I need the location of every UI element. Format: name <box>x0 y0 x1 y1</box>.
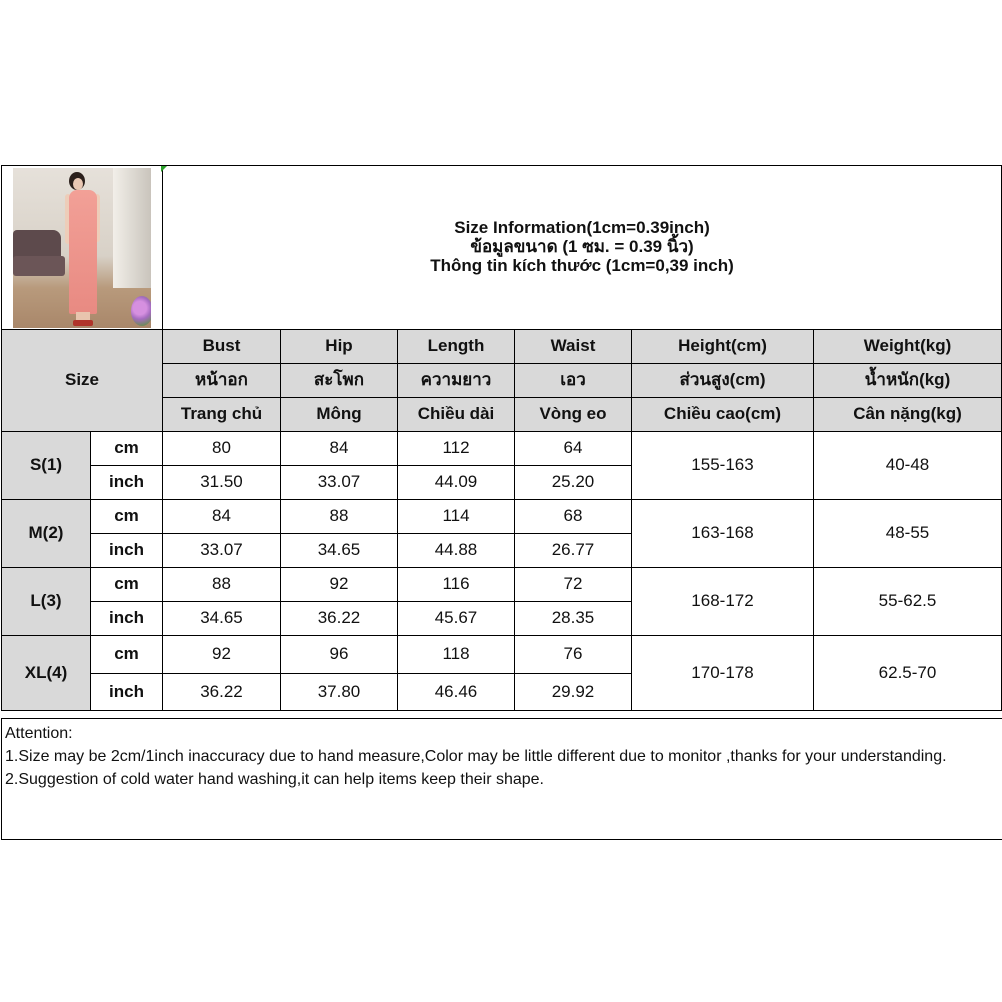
waist-cm: 64 <box>515 432 632 466</box>
bust-cm: 80 <box>163 432 281 466</box>
title-english: Size Information(1cm=0.39inch) <box>454 218 710 238</box>
col-length-vi: Chiều dài <box>398 398 515 432</box>
length-cm: 118 <box>398 636 515 674</box>
attention-notes <box>1 718 1002 840</box>
hip-inch: 36.22 <box>281 602 398 636</box>
bust-inch: 34.65 <box>163 602 281 636</box>
hip-inch: 33.07 <box>281 466 398 500</box>
unit-inch: inch <box>91 674 163 711</box>
size-label-xl: XL(4) <box>2 636 91 711</box>
product-photo <box>13 168 151 328</box>
weight-range: 62.5-70 <box>814 636 1002 711</box>
unit-cm: cm <box>91 636 163 674</box>
unit-inch: inch <box>91 466 163 500</box>
bust-inch: 31.50 <box>163 466 281 500</box>
notes-heading: Attention: <box>5 725 73 742</box>
col-height-en: Height(cm) <box>632 330 814 364</box>
size-header: Size <box>2 330 163 432</box>
unit-cm: cm <box>91 432 163 466</box>
waist-inch: 25.20 <box>515 466 632 500</box>
col-weight-th: น้ำหนัก(kg) <box>814 364 1002 398</box>
col-waist-th: เอว <box>515 364 632 398</box>
col-hip-en: Hip <box>281 330 398 364</box>
waist-cm: 72 <box>515 568 632 602</box>
col-bust-th: หน้าอก <box>163 364 281 398</box>
unit-cm: cm <box>91 568 163 602</box>
col-waist-vi: Vòng eo <box>515 398 632 432</box>
size-label-l: L(3) <box>2 568 91 636</box>
corner-marker <box>161 166 167 172</box>
col-height-vi: Chiều cao(cm) <box>632 398 814 432</box>
hip-cm: 84 <box>281 432 398 466</box>
hip-cm: 92 <box>281 568 398 602</box>
table-row <box>2 432 1002 466</box>
size-information-title <box>163 166 1002 330</box>
size-label-m: M(2) <box>2 500 91 568</box>
height-range: 155-163 <box>632 432 814 500</box>
col-weight-vi: Cân nặng(kg) <box>814 398 1002 432</box>
bust-inch: 33.07 <box>163 534 281 568</box>
length-inch: 46.46 <box>398 674 515 711</box>
unit-cm: cm <box>91 500 163 534</box>
waist-cm: 76 <box>515 636 632 674</box>
col-weight-en: Weight(kg) <box>814 330 1002 364</box>
size-label-s: S(1) <box>2 432 91 500</box>
waist-inch: 29.92 <box>515 674 632 711</box>
col-bust-en: Bust <box>163 330 281 364</box>
hip-inch: 34.65 <box>281 534 398 568</box>
hip-inch: 37.80 <box>281 674 398 711</box>
bust-inch: 36.22 <box>163 674 281 711</box>
title-vietnamese: Thông tin kích thước (1cm=0,39 inch) <box>430 255 734 275</box>
height-range: 163-168 <box>632 500 814 568</box>
notes-item-2: 2.Suggestion of cold water hand washing,it can help items keep their shape. <box>5 771 544 788</box>
weight-range: 48-55 <box>814 500 1002 568</box>
weight-range: 40-48 <box>814 432 1002 500</box>
product-photo-cell <box>2 166 163 330</box>
col-length-en: Length <box>398 330 515 364</box>
notes-item-1: 1.Size may be 2cm/1inch inaccuracy due to hand measure,Color may be little different due to monitor ,thanks for your understanding. <box>5 748 947 765</box>
col-waist-en: Waist <box>515 330 632 364</box>
hip-cm: 88 <box>281 500 398 534</box>
height-range: 168-172 <box>632 568 814 636</box>
length-cm: 112 <box>398 432 515 466</box>
size-chart-table <box>1 165 1002 711</box>
col-length-th: ความยาว <box>398 364 515 398</box>
length-inch: 44.88 <box>398 534 515 568</box>
table-row <box>2 568 1002 602</box>
unit-inch: inch <box>91 602 163 636</box>
waist-cm: 68 <box>515 500 632 534</box>
length-inch: 45.67 <box>398 602 515 636</box>
col-height-th: ส่วนสูง(cm) <box>632 364 814 398</box>
header-row-english <box>2 330 1002 364</box>
col-hip-th: สะโพก <box>281 364 398 398</box>
col-hip-vi: Mông <box>281 398 398 432</box>
title-thai: ข้อมูลขนาด (1 ซม. = 0.39 นิ้ว) <box>470 237 694 257</box>
title-row <box>2 166 1002 330</box>
bust-cm: 92 <box>163 636 281 674</box>
waist-inch: 26.77 <box>515 534 632 568</box>
bust-cm: 84 <box>163 500 281 534</box>
length-cm: 116 <box>398 568 515 602</box>
col-bust-vi: Trang chủ <box>163 398 281 432</box>
unit-inch: inch <box>91 534 163 568</box>
length-inch: 44.09 <box>398 466 515 500</box>
table-row <box>2 500 1002 534</box>
length-cm: 114 <box>398 500 515 534</box>
height-range: 170-178 <box>632 636 814 711</box>
table-row <box>2 636 1002 674</box>
bust-cm: 88 <box>163 568 281 602</box>
weight-range: 55-62.5 <box>814 568 1002 636</box>
waist-inch: 28.35 <box>515 602 632 636</box>
hip-cm: 96 <box>281 636 398 674</box>
